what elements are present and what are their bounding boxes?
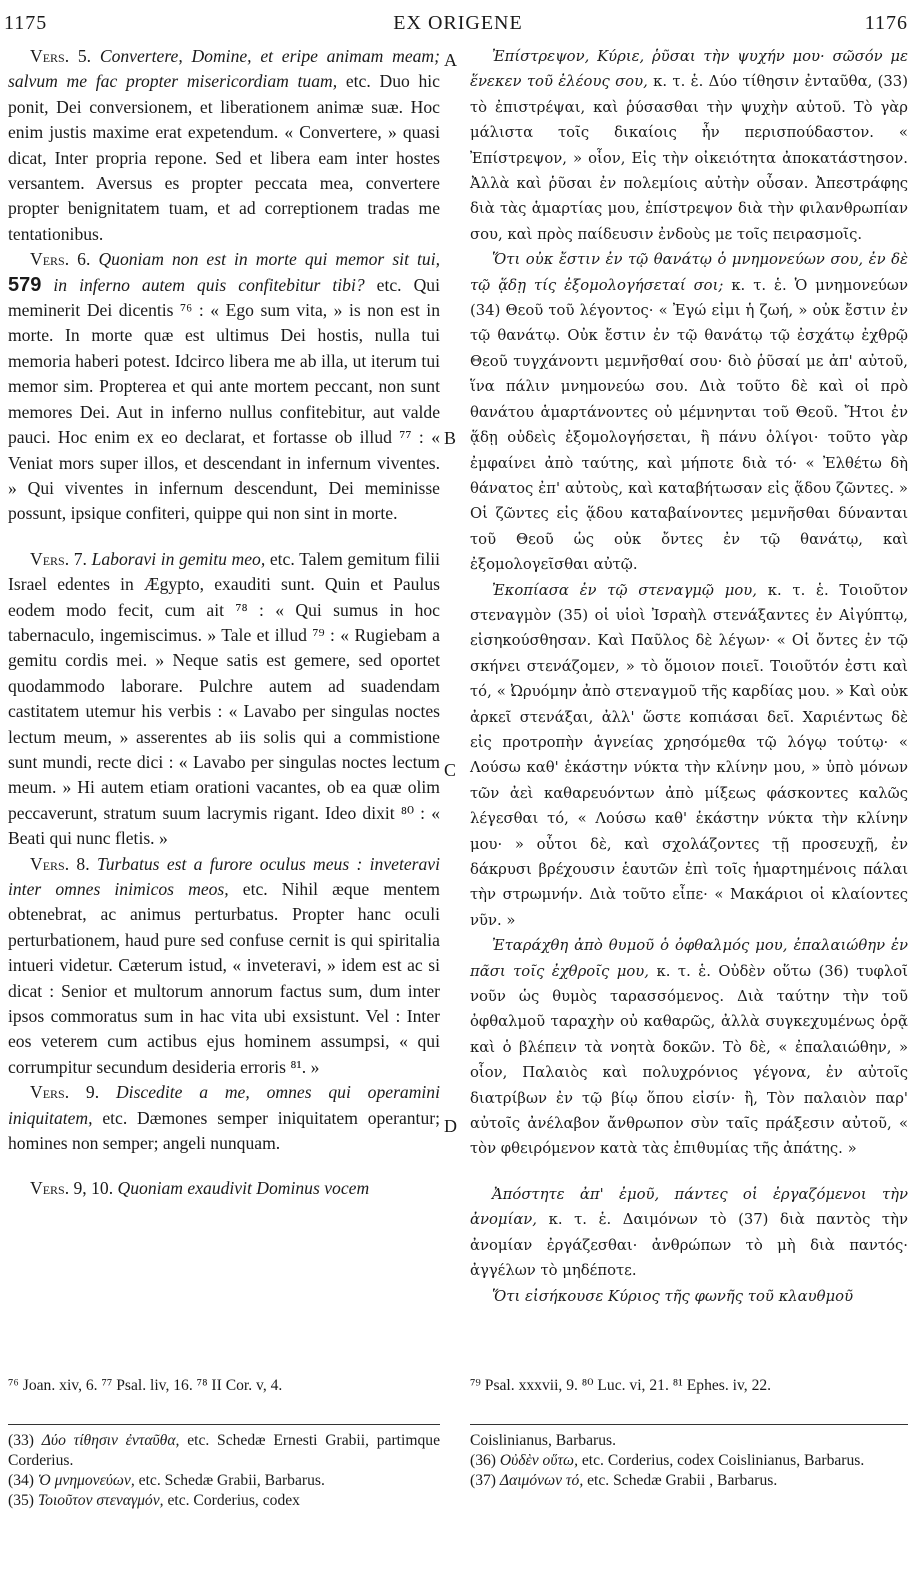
greek-column: [470, 44, 908, 1309]
greek-lemma: Ἐπίστρεψον, Κύριε, ῥῦσαι τὴν ψυχήν μου· σῶσόν με ἕνεκεν τοῦ ἐλέους σου,: [470, 48, 908, 91]
latin-verse-6: [8, 247, 440, 526]
margin-marker-d: D: [444, 1116, 457, 1136]
greek-commentary: κ. τ. ἑ. Ὁ μνημονεύων (34) Θεοῦ τοῦ λέγοντος· « Ἐγώ εἰμι ἡ ζωή, » οὐκ ἔστιν ἐν τῷ θανάτῳ. Οὐκ ἔστιν ἐν τῷ θανάτῳ τῷ ἐσχάτῳ ἐχθρῷ Θεοῦ τυγχάνοντι μεμνῆσθαί σου· διὸ ῥῦσαί με ἀπ' αὐτοῦ, ἵνα πάλιν μνημονεύω σου. Διὰ τοῦτο δὲ καὶ οἱ πρὸ θανάτου ἁμαρτάνοντες οὐ μέμνηνται τοῦ Θεοῦ. Ἤτοι ἐν ᾅδῃ οὐδεὶς ἐξομολογήσεται, ἢ πάνυ ὀλίγοι· τοῦτο γὰρ ἐμφαίνει ἀπὸ ταύτης, καὶ μήποτε διὰ τό· « Ἐλθέτω δὴ θάνατος ἐπ' αὐτοὺς, καὶ καταβήτωσαν εἰς ᾅδου ζῶντες. » Οἱ ζῶντες εἰς ᾅδου καταβαίνοντες μεμνῆσθαι δύνανται τοῦ Θεοῦ ὡς οὐκ ὄντες ἐν τῷ θανάτῳ, καὶ ἐξομολογεῖσθαι αὐτῷ.: [470, 276, 908, 574]
footnotes-left: [8, 1418, 440, 1511]
verse-commentary: etc. Duo hic ponit, Dei conversionem, et liberationem animæ suæ. Hoc enim justis maxime erat expetendum. « Convertere, » quasi dicat, Inter propria repone. Sed et libera eam inter hostes versantem. Aversus es propter peccata mea, convertere propter benignitatem tuam, et ad correptionem tradas me tentationibus.: [8, 71, 440, 244]
verse-head: Vers. 6.: [30, 249, 91, 270]
greek-lemma: Ἐταράχθη ἀπὸ θυμοῦ ὁ ὀφθαλμός μου, ἐπαλαιώθην ἐν πᾶσι τοῖς ἐχθροῖς μου,: [470, 937, 908, 980]
running-title: EX ORIGENE: [393, 12, 523, 34]
greek-lemma: Ἀπόστητε ἀπ' ἐμοῦ, πάντες οἱ ἐργαζόμενοι τὴν ἀνομίαν,: [470, 1185, 908, 1229]
verse-commentary: etc. Talem gemitum filii Israel edentes in Ægypto, exauditi sunt. Quin et Paulus eodem modo fecit, cum ait ⁷⁸ : « Qui sumus in hoc tabernaculo, ingemiscimus. » Tale et illud ⁷⁹ : « Rugiebam a gemitu cordis mei. » Neque satis est gemere, sed oportet quodammodo laborare. Pulchre autem ad suadendam castitatem utemur his verbis : « Lavabo per singulas noctes lectum meum, » asserentes ab iis solis qui a commistione sunt mundi, recte dici : « Lavabo per singulas noctes lectum meum. » Hi autem etiam orationi vacantes, ob ea quæ olim peccaverunt, stratum suum lacrymis rigant. Ideo dixit ⁸⁰ : « Beati qui nunc fletis. »: [8, 548, 440, 849]
verse-commentary: etc. Nihil æque mentem obtenebrat, ac animus perturbatus. Propter hanc oculi perturbationem, haud pure sed confuse cernit is qui spiritalia intueri videtur. Cæterum istud, « inveteravi, » idem est ac si dicat : Senior et multorum annorum factus sum, dum inter ipsos commoratus sum in hac vita ubi exsistunt. Vel : Inter eos veterem cum actibus ejus hominem assumpsi, « qui corrumpitur secundum desideria erroris ⁸¹. »: [8, 879, 440, 1077]
verse-commentary: etc. Qui meminerit Dei dicentis ⁷⁶ : « Ego sum vita, » is non est in morte. In morte quæ est ultimus Dei hostis, nulla tui memoria haberi potest. Idcirco libera me ab illa, ut iterum tui memor sim. Propterea et qui ante mortem peccant, non sunt memores Dei. Aut in inferno nullus confitebitur, aut valde pauci. Hoc enim ex eo declarat, et fortasse ob illud ⁷⁷ : « Veniat mors super illos, et descendant in infernum viventes. » Qui viventes in infernum descendunt, Dei meminisse possunt, ipsique confiteri, quippe qui non sint in morte.: [8, 274, 440, 524]
margin-marker-a: A: [444, 50, 457, 70]
greek-commentary: κ. τ. ἑ. Τοιοῦτον στεναγμὸν (35) οἱ υἱοὶ Ἰσραὴλ στενάξαντες ἐν Αἰγύπτῳ, εἰσηκούσθησαν. Καὶ Παῦλος δὲ λέγων· « Οἱ ὄντες ἐν τῷ σκήνει στενάζομεν, » τὸ ὅμοιον ποιεῖ. Τοιοῦτόν ἐστι καὶ τό, « Ὠρυόμην ἀπὸ στεναγμοῦ τῆς καρδίας μου. » Καὶ οὐκ ἀρκεῖ στενάξαι, ἀλλ' ὥστε κοπιάσαι δεῖ. Χαριέντως δὲ εἰς προτροπὴν ἁγνείας χρησόμεθα τῷ λόγῳ τούτῳ· « Λούσω καθ' ἑκάστην νύκτα τὴν κλίνην μου, » ὑπὸ μόνων τῶν ἀεὶ καθαρευόντων ἀπὸ μίξεως φάσκοντες καλῶς λέγεσθαι τό, « Λούσω καθ' ἑκάστην νύκτα τὴν κλίνην μου· » οὗτοι δὲ, καὶ σχολάζοντες τῇ προσευχῇ, ἐν δάκρυσι βρέχουσιν ἑαυτῶν ἐπὶ τοῖς ἡμαρτημένοις πάλαι τὴν στρωμνήν. Διὰ τοῦτο εἶπε· « Μακάριοι οἱ κλαίοντες νῦν. »: [470, 581, 908, 929]
verse-head: Vers. 9, 10.: [30, 1178, 114, 1199]
latin-column: [8, 44, 440, 1202]
left-page-number: 1175: [4, 12, 48, 34]
footnote-35: (35) Τοιοῦτον στεναγμόν, etc. Corderius, codex: [8, 1492, 300, 1509]
greek-verse-6: [470, 247, 908, 577]
scripture-refs-right: ⁷⁹ Psal. xxxvii, 9. ⁸⁰ Luc. vi, 21. ⁸¹ Ephes. iv, 22.: [470, 1377, 772, 1394]
greek-lemma: Ὅτι οὐκ ἔστιν ἐν τῷ θανάτῳ ὁ μνημονεύων σου, ἐν δὲ τῷ ᾅδῃ τίς ἐξομολογήσεταί σοι;: [470, 251, 908, 294]
verse-lemma: Discedite a me, omnes qui operamini iniquitatem,: [8, 1082, 440, 1128]
footnotes-right: [470, 1418, 908, 1491]
footnote-34: (34) Ὁ μνημονεύων, etc. Schedæ Grabii, Barbarus.: [8, 1472, 325, 1489]
footnote-35-cont: Coislinianus, Barbarus.: [470, 1432, 616, 1449]
greek-commentary: κ. τ. ἑ. Δαιμόνων τὸ (37) διὰ παντὸς τὴν ἀνομίαν ἐργάζεσθαι· ἀνθρώπων τὸ μὴ διὰ παντός· ἀγγέλων τὸ μηδέποτε.: [470, 1211, 908, 1280]
verse-lemma: Laboravi in gemitu meo,: [91, 548, 266, 569]
greek-verse-9: [470, 1182, 908, 1284]
greek-verse-5: [470, 44, 908, 247]
latin-verse-7: [8, 547, 440, 852]
verse-lemma: Quoniam exaudivit Dominus vocem: [117, 1178, 370, 1199]
greek-verse-9-10: [470, 1284, 908, 1309]
footnote-37: (37) Δαιμόνων τό, etc. Schedæ Grabii , Barbarus.: [470, 1472, 778, 1489]
right-page-number: 1176: [864, 12, 908, 34]
latin-verse-9-10: [8, 1176, 440, 1201]
verse-head: Vers. 5.: [30, 46, 92, 66]
verse-lemma: Turbatus est a furore oculus meus : inveteravi inter omnes inimicos meos,: [8, 853, 440, 899]
margin-marker-b: B: [444, 428, 457, 448]
scripture-refs-left: ⁷⁶ Joan. xiv, 6. ⁷⁷ Psal. liv, 16. ⁷⁸ II Cor. v, 4.: [8, 1377, 283, 1394]
verse-lemma: Quoniam non est in morte qui memor sit tui,: [98, 249, 440, 270]
greek-lemma: Ἐκοπίασα ἐν τῷ στεναγμῷ μου,: [492, 581, 757, 599]
greek-commentary: κ. τ. ἑ. Οὐδὲν οὕτω (36) τυφλοῖ νοῦν ὡς θυμὸς ταρασσόμενος. Διὰ ταύτην τὴν τοῦ ὀφθαλμοῦ ταραχὴν οὐ καθαρῶς, ἀλλὰ συγκεχυμένως ὁρᾷ καὶ ὁ βλέπειν τὰ νοητὰ δοκῶν. Τὸ δὲ, « ἐπαλαιώθην, » οἷον, Παλαιὸς καὶ πολυχρόνιος γέγονα, ἐν αὐτοῖς διατρίβων ἐν τῷ βίῳ ὅπου εἰσίν· ἢ, Τὸν παλαιὸν παρ' αὐτοῖς ἀνέλαβον ἄνθρωπον σὺν ταῖς πράξεσιν αὐτοῦ, « τὸν φθειρόμενον κατὰ τὰς ἐπιθυμίας τῆς ἀπάτης. »: [470, 962, 908, 1158]
verse-lemma: Convertere, Domine, et eripe animam meam; salvum me fac propter misericordiam tuam,: [8, 46, 440, 92]
latin-verse-5: [8, 44, 440, 247]
verse-commentary: etc. Dæmones semper iniquitatem operantur; homines non semper; angeli nunquam.: [8, 1107, 440, 1154]
verse-head: Vers. 7.: [30, 548, 87, 569]
footnote-rule: [470, 1424, 908, 1425]
margin-marker-c: C: [444, 760, 457, 780]
footnote-rule: [8, 1424, 440, 1425]
footnote-33: (33) Δύο τίθησιν ἐνταῦθα, etc. Schedæ Ernesti Grabii, partimque Corderius.: [8, 1432, 440, 1469]
verse-lemma-cont: in inferno autem quis confitebitur tibi?: [53, 274, 365, 295]
footnote-36: (36) Οὐδὲν οὕτω, etc. Corderius, codex Coislinianus, Barbarus.: [470, 1452, 865, 1469]
running-header: [0, 12, 916, 42]
latin-verse-8: [8, 852, 440, 1081]
latin-verse-9: [8, 1080, 440, 1156]
greek-verse-8: [470, 933, 908, 1162]
greek-commentary: κ. τ. ἑ. Δύο τίθησιν ἐνταῦθα, (33) τὸ ἐπιστρέψαι, καὶ ῥύσασθαι τὴν ψυχὴν αὐτοῦ. Τὸ γὰρ μάλιστα τοῖς δικαίοις ἦν περισπούδαστον. « Ἐπίστρεψον, » οἷον, Εἰς τὴν οἰκειότητα ἀποκατάστησον. Ἀλλὰ καὶ ῥῦσαι ἐν πολεμίοις αὐτὴν οὖσαν. Ἀπεστράφης διὰ τὰς ἁμαρτίας μου, ἐπίστρεψον διὰ τὴν φιλανθρωπίαν σου, καὶ πρὸς παίδευσιν ἐνδοὺς με τοῖς πειρασμοῖς.: [470, 73, 908, 243]
greek-verse-7: [470, 578, 908, 934]
greek-lemma: Ὅτι εἰσήκουσε Κύριος τῆς φωνῆς τοῦ κλαυθμοῦ: [492, 1287, 854, 1305]
column-number: 579: [8, 273, 42, 296]
verse-head: Vers. 9.: [30, 1082, 100, 1103]
verse-head: Vers. 8.: [30, 853, 90, 874]
